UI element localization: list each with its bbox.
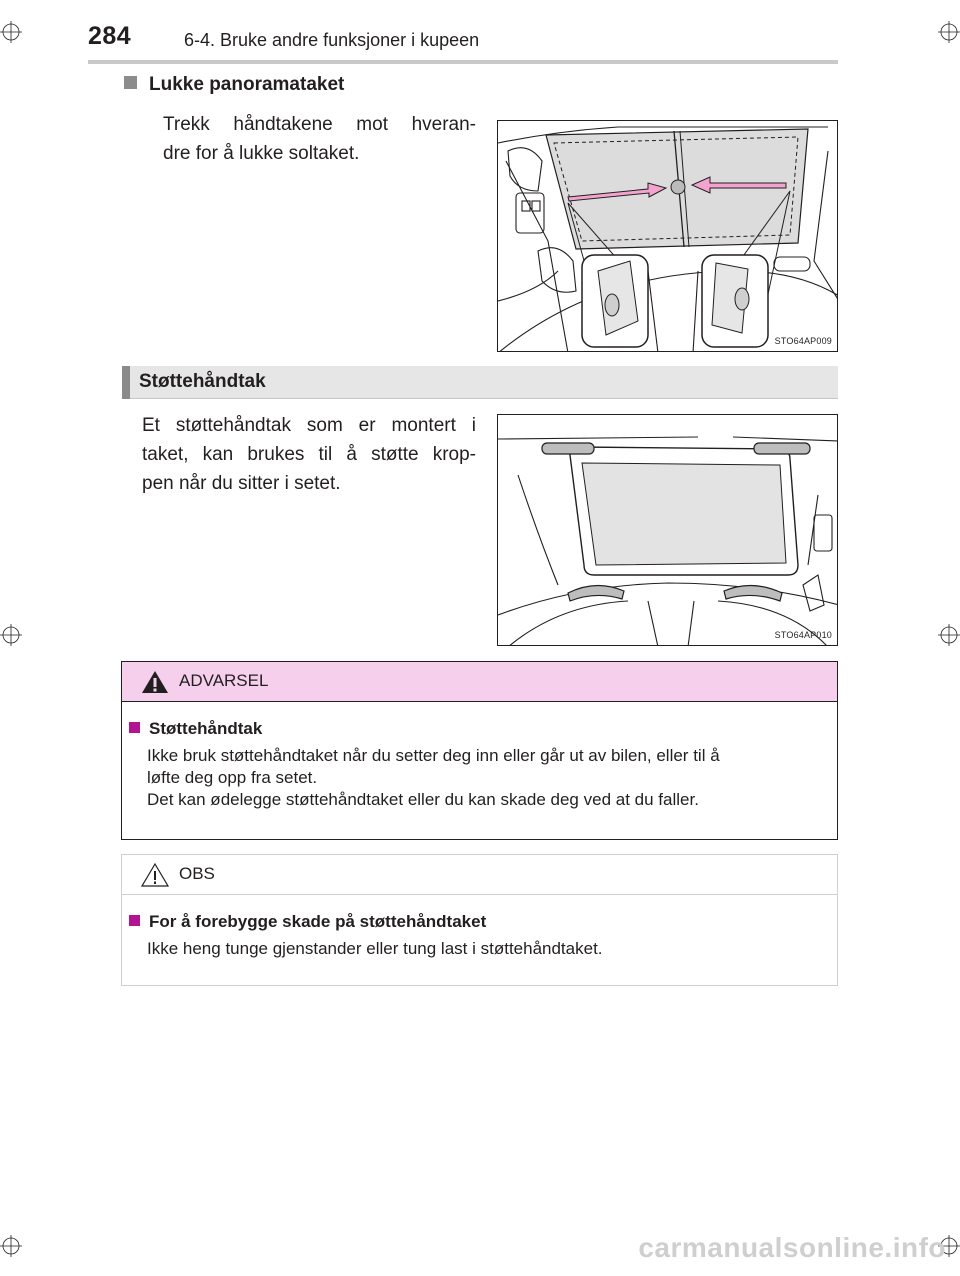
notice-label: OBS [179,864,215,883]
sunroof-handles-drawing [498,121,838,352]
square-bullet-icon [129,722,140,733]
section-title: Støttehåndtak [139,371,266,392]
notice-title-text: For å forebygge skade på støttehåndtaket [149,912,487,931]
header-rule [88,60,838,64]
warning-line-1: Ikke bruk støttehåndtaket når du setter deg inn eller går ut av bilen, eller til å [147,746,720,765]
warning-line-3: Det kan ødelegge støttehåndtaket eller du kan skade deg ved at du faller. [147,790,699,809]
section-title-bar [122,366,838,399]
warning-box [121,661,838,840]
close-roof-heading-text: Lukke panoramataket [149,74,345,95]
close-roof-instructions [163,110,476,168]
grab-handle-description [142,411,476,498]
notice-text [147,938,603,960]
warning-label: ADVARSEL [179,671,269,690]
grab-handles-drawing [498,415,838,646]
notice-header [122,855,837,895]
watermark: carmanualsonline.info [638,1232,946,1263]
close-roof-heading [124,74,344,96]
figure-code: STO64AP010 [774,630,832,640]
close-roof-illustration [497,120,838,352]
grab-line-1: Et støttehåndtak som er montert i [142,415,476,436]
warning-title [129,719,262,739]
notice-line-1: Ikke heng tunge gjenstander eller tung last i støttehåndtaket. [147,939,603,958]
section-accent [122,366,130,399]
grab-line-2: taket, kan brukes til å støtte krop- [142,444,476,465]
warning-triangle-icon [141,669,169,695]
warning-title-text: Støttehåndtak [149,719,263,738]
square-bullet-icon [129,915,140,926]
close-roof-line-1: Trekk håndtakene mot hveran- [163,114,476,135]
warning-line-2: løfte deg opp fra setet. [147,768,318,787]
warning-text [147,745,720,811]
chapter-title: 6-4. Bruke andre funksjoner i kupeen [184,30,480,50]
page-number: 284 [88,22,132,50]
notice-title [129,912,486,932]
close-roof-line-2: dre for å lukke soltaket. [163,143,360,164]
warning-header [122,662,837,702]
grab-line-3: pen når du sitter i setet. [142,473,341,494]
square-bullet-icon [124,76,137,89]
notice-box [121,854,838,986]
caution-triangle-icon [141,862,169,888]
figure-code: STO64AP009 [774,336,832,346]
grab-handle-illustration [497,414,838,646]
